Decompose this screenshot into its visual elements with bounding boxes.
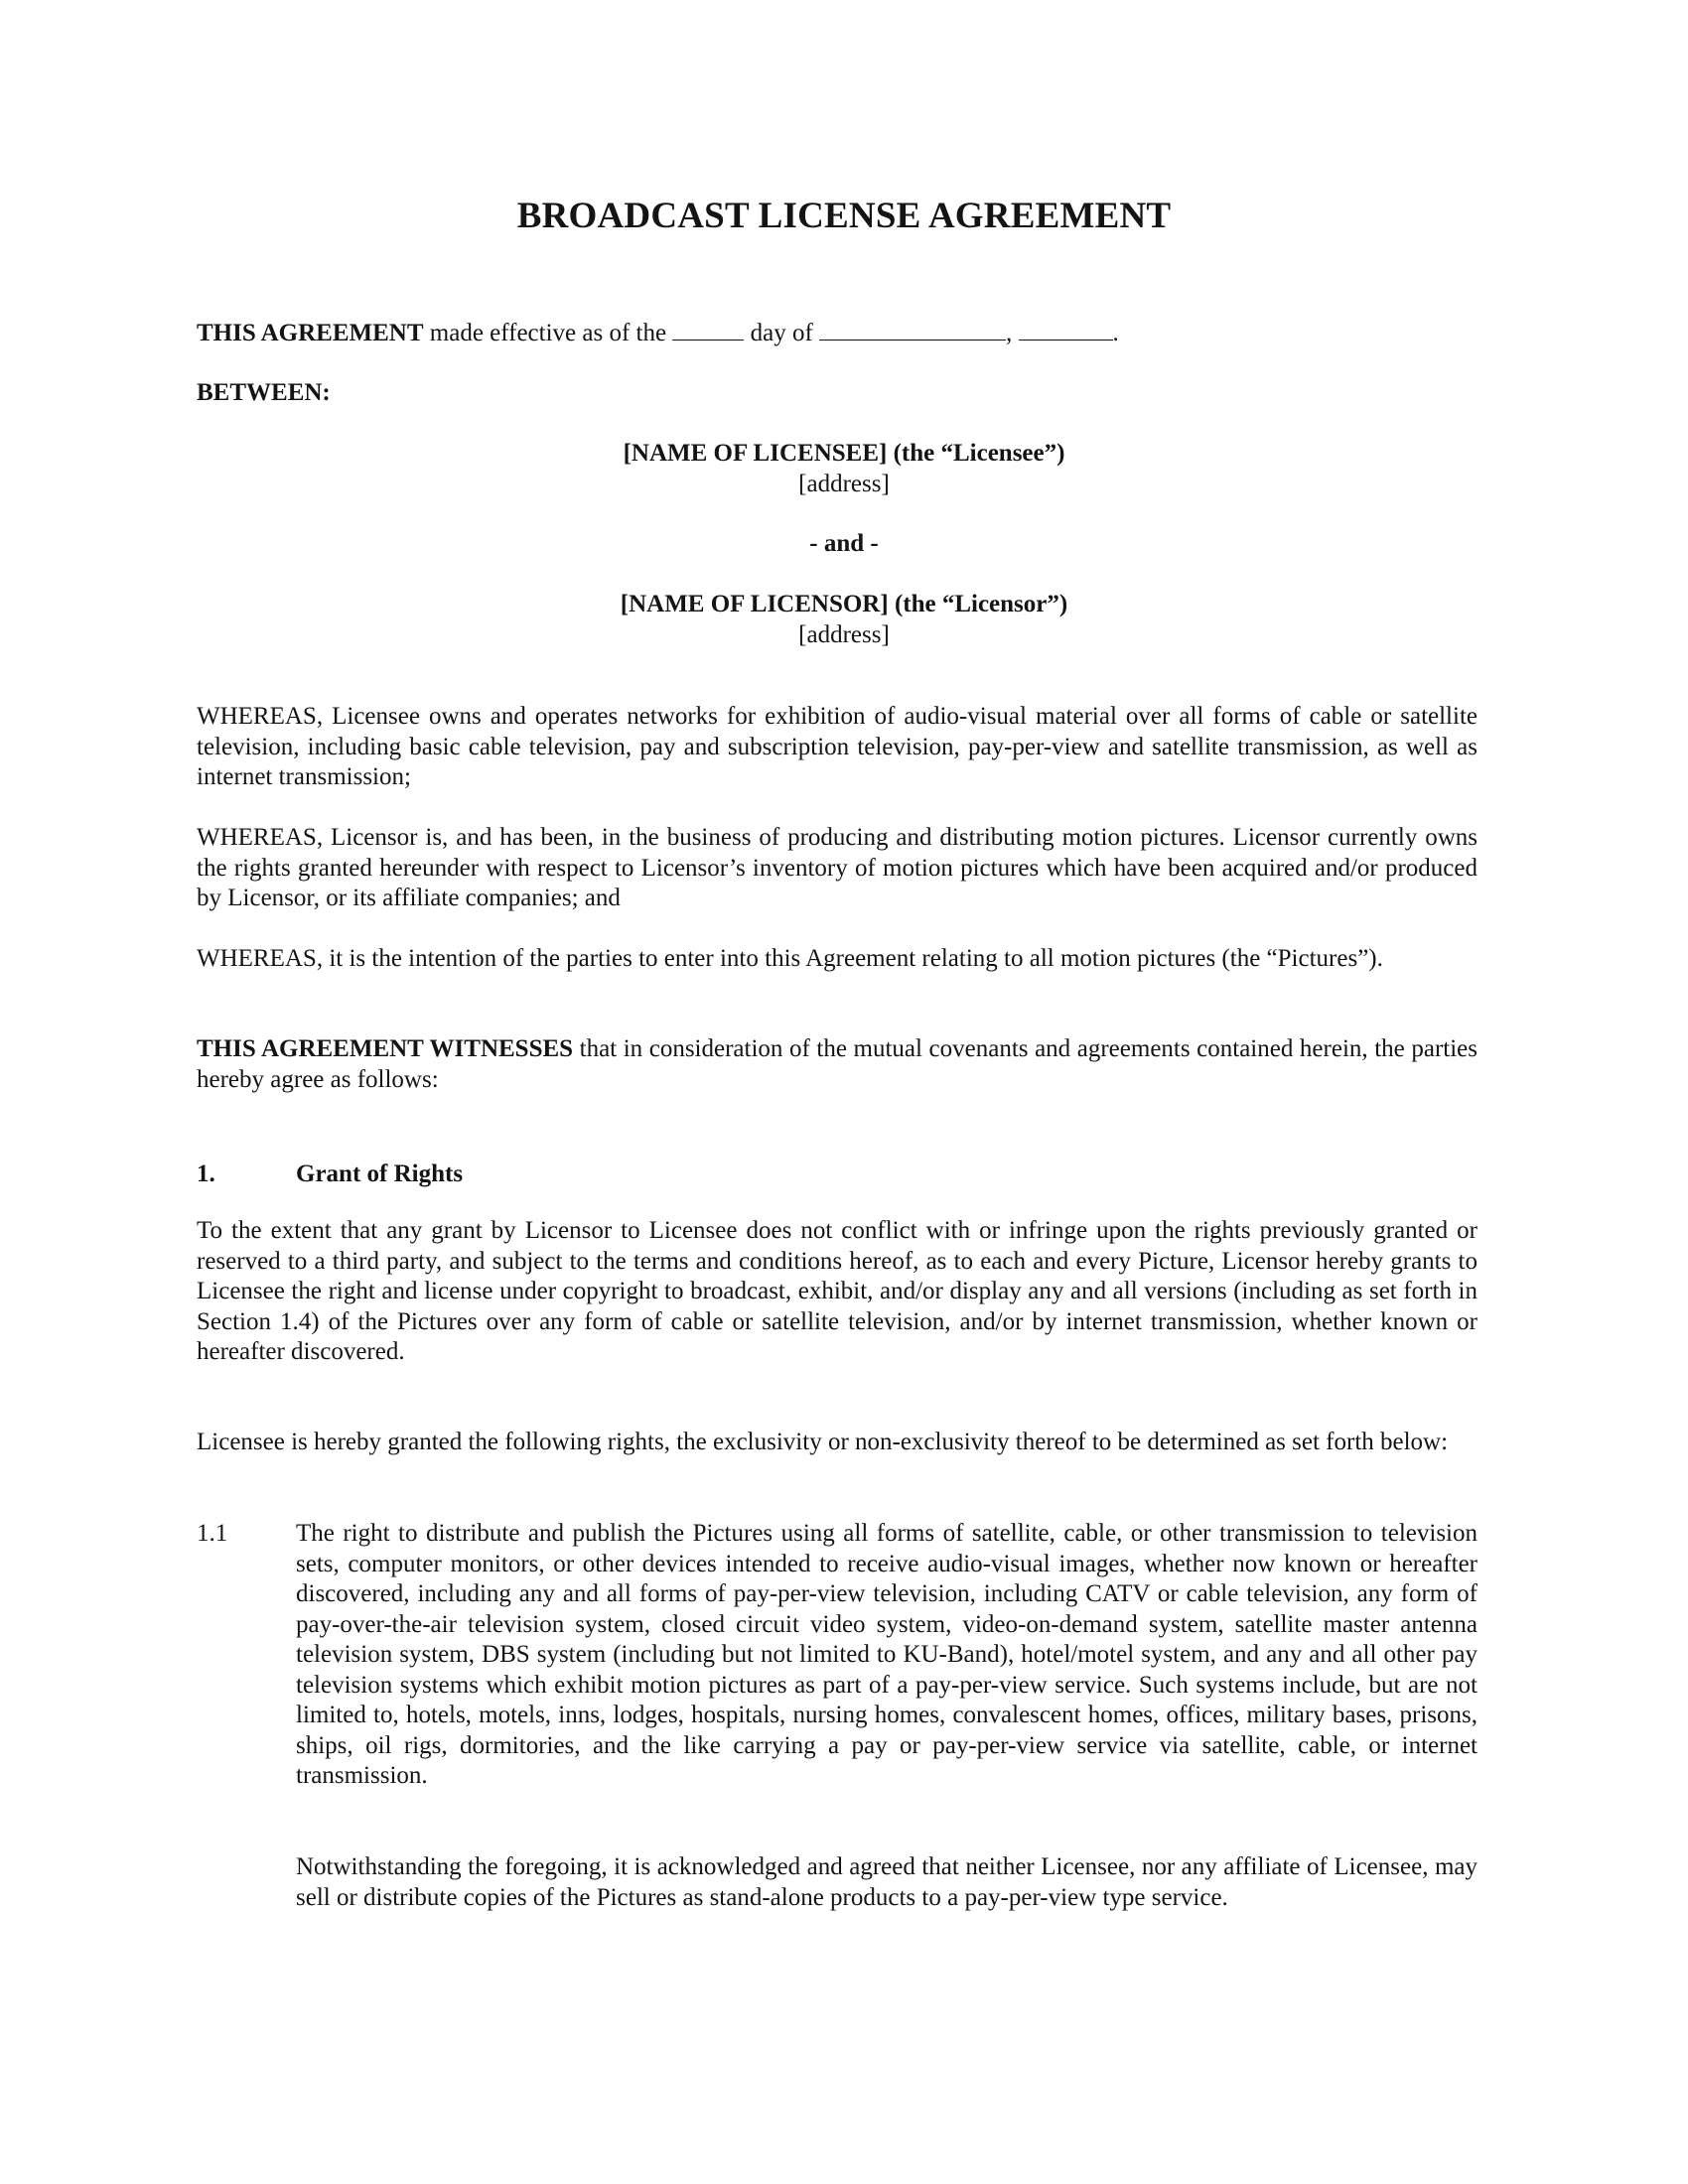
licensor-address: [address] bbox=[798, 621, 890, 648]
recital-3: WHEREAS, it is the intention of the parties to enter into this Agreement relating to all motion pictures (the “Pictures”). bbox=[197, 945, 1383, 972]
effective-text-2: day of bbox=[744, 320, 820, 346]
month-blank bbox=[819, 320, 1006, 341]
witnesses-lead: THIS AGREEMENT WITNESSES bbox=[197, 1035, 574, 1062]
effective-text-1: made effective as of the bbox=[423, 320, 673, 346]
subsection-1-1-paragraph-2: Notwithstanding the foregoing, it is acknowledged and agreed that neither Licensee, nor any affiliate of Licensee, may sell or distribute copies of the Pictures as stand-alone products to a pay-per-view type service. bbox=[296, 1853, 1477, 1911]
recital-1: WHEREAS, Licensee owns and operates networks for exhibition of audio-visual material over all forms of cable or satellite television, including basic cable television, pay and subscription television, pay-per-view and satellite transmission, as well as internet transmission; bbox=[197, 703, 1477, 790]
between-label: BETWEEN: bbox=[197, 379, 331, 406]
day-blank bbox=[672, 320, 744, 341]
effective-text-3: , bbox=[1006, 320, 1019, 346]
section-1-title: Grant of Rights bbox=[296, 1160, 464, 1187]
section-1-paragraph-2: Licensee is hereby granted the following rights, the exclusivity or non-exclusivity thereof to be determined as set forth below: bbox=[197, 1429, 1449, 1455]
section-1-number: 1. bbox=[197, 1160, 215, 1187]
witnesses-text: that in consideration of the mutual covenants and agreements contained herein, the parties hereby agree as follows: bbox=[197, 1035, 1477, 1093]
and-separator: - and - bbox=[809, 530, 879, 557]
year-blank bbox=[1019, 320, 1113, 341]
witnesses-clause bbox=[197, 1034, 1477, 1095]
document-title: BROADCAST LICENSE AGREEMENT bbox=[516, 196, 1172, 236]
section-1-paragraph-1: To the extent that any grant by Licensor to Licensee does not conflict with or infringe upon the rights previously granted or reserved to a third party, and subject to the terms and conditions hereof, as to each and every Picture, Licensor hereby grants to Licensee the right and license under copyright to broadcast, exhibit, and/or display any and all versions (including as set forth in Section 1.4) of the Pictures over any form of cable or satellite television, and/or by internet transmission, whether known or hereafter discovered. bbox=[197, 1217, 1477, 1365]
effective-text-4: . bbox=[1112, 320, 1119, 346]
agreement-lead: THIS AGREEMENT bbox=[197, 320, 424, 346]
subsection-1-1-number: 1.1 bbox=[197, 1520, 228, 1547]
effective-date-line bbox=[197, 319, 1119, 348]
licensor-name: [NAME OF LICENSOR] (the “Licensor”) bbox=[620, 591, 1068, 617]
subsection-1-1-paragraph-1: The right to distribute and publish the Pictures using all forms of satellite, cable, or other transmission to television sets, computer monitors, or other devices intended to receive audio-visual images, whether now known or hereafter discovered, including any and all forms of pay-per-view television, including CATV or cable television, any form of pay-over-the-air television system, closed circuit video system, video-on-demand system, satellite master antenna television system, DBS system (including but not limited to KU-Band), hotel/motel system, and any and all other pay television systems which exhibit motion pictures as part of a pay-per-view service. Such systems include, but are not limited to, hotels, motels, inns, lodges, hospitals, nursing homes, convalescent homes, offices, military bases, prisons, ships, oil rigs, dormitories, and the like carrying a pay or pay-per-view service via satellite, cable, or internet transmission. bbox=[296, 1520, 1477, 1789]
licensee-address: [address] bbox=[798, 471, 890, 497]
licensee-name: [NAME OF LICENSEE] (the “Licensee”) bbox=[623, 440, 1065, 467]
recital-2: WHEREAS, Licensor is, and has been, in the business of producing and distributing motion pictures. Licensor currently owns the rights granted hereunder with respect to Licensor’s inventory of motion pictures which have been acquired and/or produced by Licensor, or its affiliate companies; and bbox=[197, 824, 1477, 911]
